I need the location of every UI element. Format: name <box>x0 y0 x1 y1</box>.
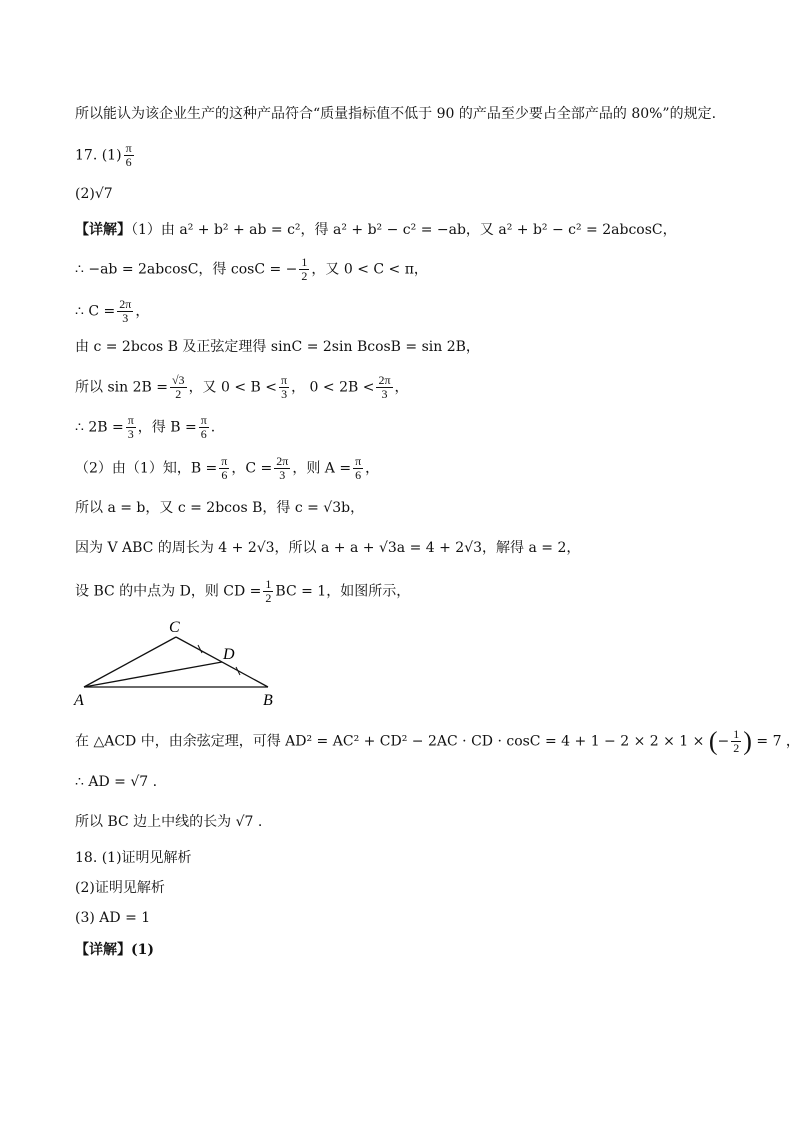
fraction: $\frac{√3}{2}$ <box>171 373 185 401</box>
part2-line-3: 因为 V ABC 的周长为 4 + 2√3，所以 a + a + √3a = 4 + 2√3，解得 a = 2， <box>75 540 581 556</box>
median-length-line: 所以 BC 边上中线的长为 √7 . <box>75 814 263 830</box>
fraction: $\frac{1}{2}$ <box>301 255 308 283</box>
fraction: $\frac{\pi}{6}$ <box>200 413 207 441</box>
fraction: $\frac{\pi}{3}$ <box>281 373 288 401</box>
minus-sign: − <box>717 733 730 750</box>
median-ad <box>84 662 222 687</box>
fraction: $\frac{\pi}{6}$ <box>125 141 132 169</box>
detail-line-6: ∴ 2B = $\frac{\pi}{3}$ ，得 B = $\frac{\pi}{6}$ . <box>75 413 216 441</box>
detail-line-4: 由 c = 2bcos B 及正弦定理得 sinC = 2sin BcosB = sin 2B， <box>75 339 480 355</box>
q18-answer-2: (2)证明见解析 <box>75 880 165 896</box>
fraction: $\frac{\pi}{6}$ <box>221 454 228 482</box>
q18-answer-1: 18. (1)证明见解析 <box>75 850 192 866</box>
side-ac <box>84 637 176 687</box>
q17-number: 17. <box>75 147 98 164</box>
detail-line-3: ∴ C = $\frac{2\pi}{3}$ ， <box>75 297 150 325</box>
detail-line-1: 【详解】（1）由 a² + b² + ab = c²，得 a² + b² − c² = −ab，又 a² + b² − c² = 2abcosC， <box>75 222 677 238</box>
label-a: A <box>74 692 84 709</box>
triangle-figure <box>70 615 300 710</box>
label-b: B <box>263 692 273 709</box>
ad-result-line: ∴ AD = √7 . <box>75 774 158 790</box>
q18-answer-3: (3) AD = 1 <box>75 910 151 926</box>
label-d: D <box>223 646 235 663</box>
part2-line-1: （2）由（1）知，B = $\frac{\pi}{6}$ ，C = $\frac{2\pi}{3}$ ，则 A = $\frac{\pi}{6}$ ， <box>75 454 380 482</box>
detail-line-2: ∴ −ab = 2abcosC，得 cosC = − $\frac{1}{2}$ ，又 0 < C < π， <box>75 255 428 283</box>
label-c: C <box>169 619 180 636</box>
q17-answer-2: (2)√7 <box>75 186 113 202</box>
right-paren: ) <box>743 726 752 756</box>
fraction: $\frac{1}{2}$ <box>265 577 272 605</box>
conclusion-line: 所以能认为该企业生产的这种产品符合“质量指标值不低于 90 的产品至少要占全部产品的 80%”的规定. <box>75 106 717 122</box>
detail-label: 【详解】 <box>75 222 131 238</box>
fraction: $\frac{\pi}{6}$ <box>355 454 362 482</box>
cosine-law-line: 在 △ACD 中，由余弦定理，可得 AD² = AC² + CD² − 2AC · CD · cosC = 4 + 1 − 2 × 2 × 1 × (− $\frac{1}{2}$ ) = 7 ， <box>75 726 800 756</box>
fraction: $\frac{1}{2}$ <box>733 727 740 755</box>
q17-answer-1 <box>75 142 136 169</box>
part2-line-4: 设 BC 的中点为 D，则 CD = $\frac{1}{2}$ BC = 1，如图所示， <box>75 577 411 605</box>
detail-line-5: 所以 sin 2B = $\frac{√3}{2}$ ，又 0 < B < $\frac{\pi}{3}$ ， 0 < 2B < $\frac{2\pi}{3}$ ， <box>75 373 409 401</box>
left-paren: ( <box>708 726 718 756</box>
fraction: $\frac{2\pi}{3}$ <box>119 297 132 325</box>
fraction: $\frac{2\pi}{3}$ <box>276 454 289 482</box>
fraction: $\frac{2\pi}{3}$ <box>378 373 391 401</box>
fraction: $\frac{\pi}{3}$ <box>127 413 134 441</box>
q17-part1-label: (1) <box>101 147 122 164</box>
part2-line-2: 所以 a = b，又 c = 2bcos B，得 c = √3b， <box>75 500 365 516</box>
q18-detail-label: 【详解】(1) <box>75 942 154 958</box>
